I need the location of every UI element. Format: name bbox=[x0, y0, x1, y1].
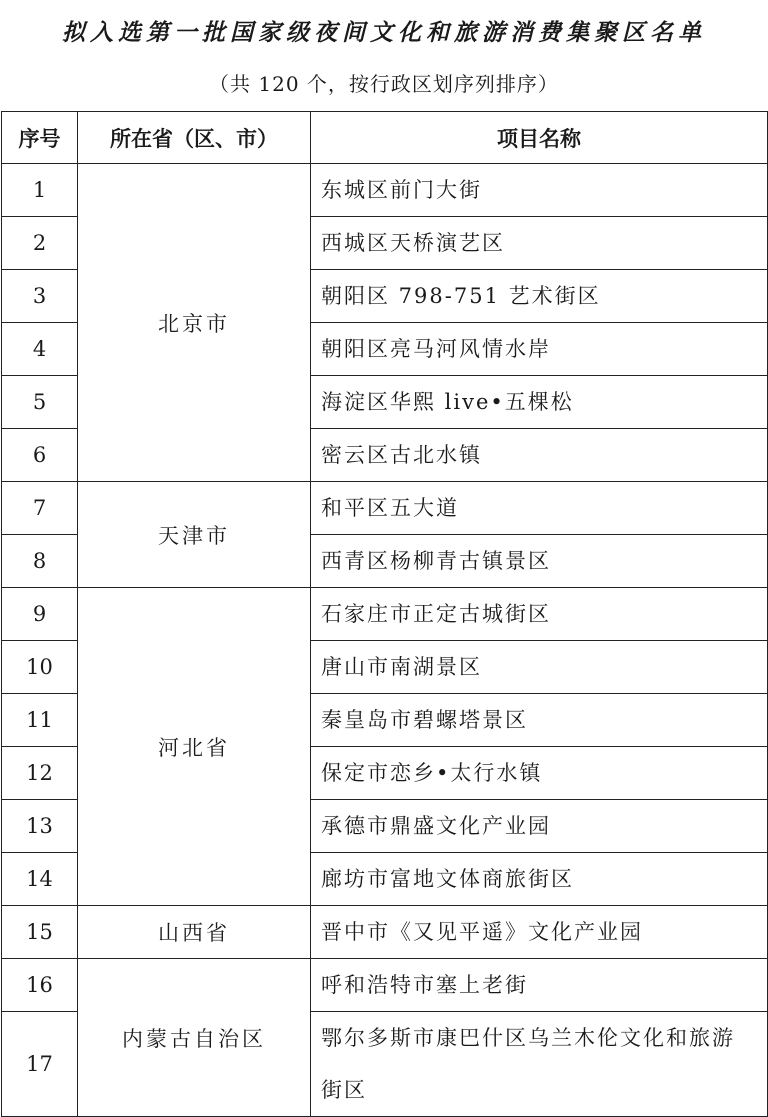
project-name: 廊坊市富地文体商旅街区 bbox=[311, 853, 768, 906]
table-header-row bbox=[2, 112, 768, 164]
row-num: 7 bbox=[2, 482, 78, 535]
header-num: 序号 bbox=[2, 112, 78, 164]
row-num: 11 bbox=[2, 694, 78, 747]
row-num: 15 bbox=[2, 906, 78, 959]
province-cell: 天津市 bbox=[78, 482, 311, 588]
project-name: 秦皇岛市碧螺塔景区 bbox=[311, 694, 768, 747]
row-num: 14 bbox=[2, 853, 78, 906]
project-name: 承德市鼎盛文化产业园 bbox=[311, 800, 768, 853]
project-name: 呼和浩特市塞上老街 bbox=[311, 959, 768, 1012]
table-row bbox=[2, 588, 768, 641]
row-num: 12 bbox=[2, 747, 78, 800]
row-num: 1 bbox=[2, 164, 78, 217]
project-name: 鄂尔多斯市康巴什区乌兰木伦文化和旅游街区 bbox=[311, 1012, 768, 1117]
row-num: 17 bbox=[2, 1012, 78, 1117]
row-num: 8 bbox=[2, 535, 78, 588]
row-num: 16 bbox=[2, 959, 78, 1012]
row-num: 3 bbox=[2, 270, 78, 323]
project-name: 西青区杨柳青古镇景区 bbox=[311, 535, 768, 588]
row-num: 4 bbox=[2, 323, 78, 376]
row-num: 5 bbox=[2, 376, 78, 429]
province-cell: 内蒙古自治区 bbox=[78, 959, 311, 1117]
project-name: 海淀区华熙 live•五棵松 bbox=[311, 376, 768, 429]
table-row bbox=[2, 959, 768, 1012]
project-name: 石家庄市正定古城街区 bbox=[311, 588, 768, 641]
row-num: 6 bbox=[2, 429, 78, 482]
project-name: 和平区五大道 bbox=[311, 482, 768, 535]
project-name: 晋中市《又见平遥》文化产业园 bbox=[311, 906, 768, 959]
document-subtitle: （共 120 个，按行政区划序列排序） bbox=[209, 72, 559, 96]
row-num: 13 bbox=[2, 800, 78, 853]
project-name: 密云区古北水镇 bbox=[311, 429, 768, 482]
table-row bbox=[2, 164, 768, 217]
project-name: 唐山市南湖景区 bbox=[311, 641, 768, 694]
province-cell: 河北省 bbox=[78, 588, 311, 906]
table-row bbox=[2, 482, 768, 535]
consumption-zone-table bbox=[1, 111, 768, 1117]
province-cell: 山西省 bbox=[78, 906, 311, 959]
province-cell: 北京市 bbox=[78, 164, 311, 482]
project-name: 保定市恋乡•太行水镇 bbox=[311, 747, 768, 800]
row-num: 2 bbox=[2, 217, 78, 270]
header-province: 所在省（区、市） bbox=[78, 112, 311, 164]
document-title: 拟入选第一批国家级夜间文化和旅游消费集聚区名单 bbox=[62, 19, 706, 46]
row-num: 9 bbox=[2, 588, 78, 641]
project-name: 西城区天桥演艺区 bbox=[311, 217, 768, 270]
project-name: 朝阳区 798-751 艺术街区 bbox=[311, 270, 768, 323]
project-name: 朝阳区亮马河风情水岸 bbox=[311, 323, 768, 376]
project-name: 东城区前门大街 bbox=[311, 164, 768, 217]
row-num: 10 bbox=[2, 641, 78, 694]
header-name: 项目名称 bbox=[311, 112, 768, 164]
table-row bbox=[2, 906, 768, 959]
